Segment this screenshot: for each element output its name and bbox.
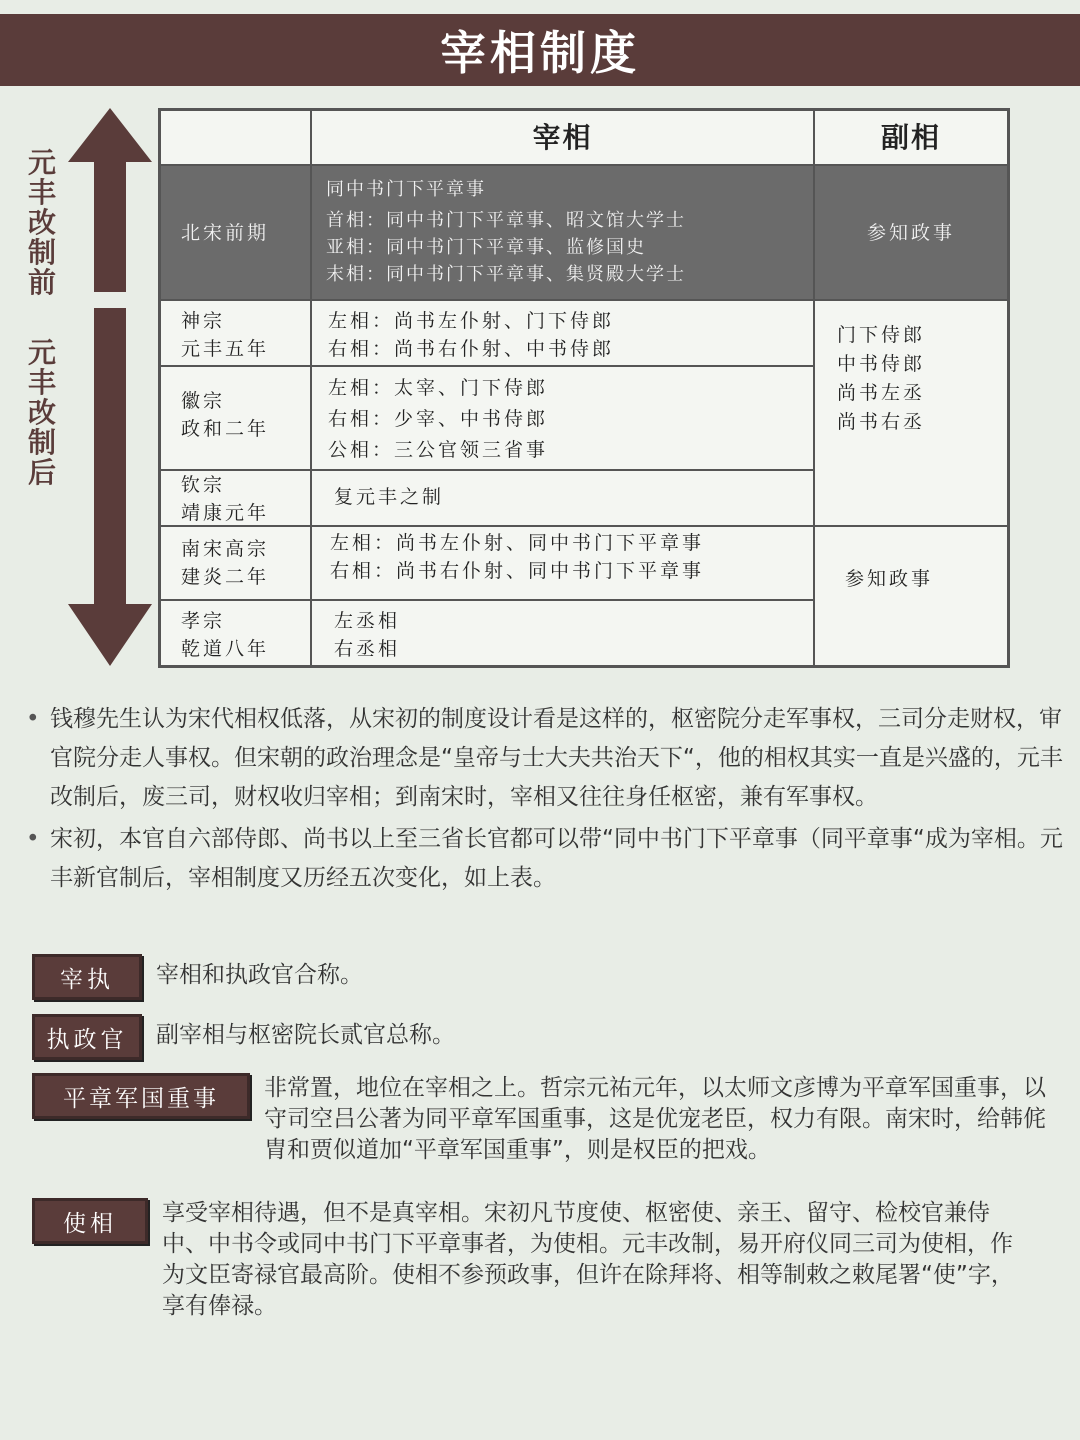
chancellor-cell: [312, 301, 815, 367]
era-line: 元丰五年: [181, 338, 270, 360]
chancellor-line: 右相：少宰、中书侍郎: [328, 408, 549, 430]
chancellor-line: 右相：尚书右仆射、同中书门下平章事: [330, 560, 705, 582]
era-line: 南宋高宗: [181, 538, 270, 560]
chancellor-cell: [312, 166, 815, 301]
era-cell: [161, 601, 312, 665]
side-label-char: 丰: [27, 176, 56, 209]
era-cell: [161, 367, 312, 471]
bullet-list: [22, 700, 1067, 901]
term-tag: 宰执: [32, 954, 142, 1000]
term-row: [32, 1073, 1050, 1166]
side-label-char: 改: [27, 206, 56, 239]
term-text: 非常置，地位在宰相之上。哲宗元祐元年，以太师文彦博为平章军国重事，以守司空吕公著为同平章军国重事，这是优宠老臣，权力有限。南宋时，给韩侂胄和贾似道加“平章军国重事”，则是权臣的把戏。: [264, 1075, 1046, 1163]
era-label: 北宋前期: [181, 221, 270, 244]
era-line: 钦宗: [181, 474, 226, 496]
deputy-line: 中书侍郎: [837, 353, 926, 375]
page-title: 宰相制度: [440, 26, 640, 80]
deputy-cell: [815, 301, 1007, 527]
chancellor-cell: [312, 527, 815, 601]
chancellor-line: 公相：三公官领三省事: [328, 439, 549, 461]
chancellor-line: 左相：尚书左仆射、门下侍郎: [328, 310, 615, 332]
deputy-label: 参知政事: [845, 568, 934, 590]
side-label-before: [22, 148, 62, 298]
era-cell: [161, 166, 312, 301]
side-label-char: 制: [27, 426, 56, 459]
era-cell: [161, 471, 312, 527]
chancellor-cell: [312, 601, 815, 665]
title-bar: [0, 14, 1080, 86]
deputy-cell: [815, 166, 1007, 301]
deputy-line: 尚书左丞: [837, 382, 926, 404]
era-cell: [161, 527, 312, 601]
chancellor-line: 左相：太宰、门下侍郎: [328, 377, 549, 399]
deputy-label: 参知政事: [866, 221, 955, 244]
term-tag: 平章军国重事: [32, 1073, 250, 1119]
term-text: 享受宰相待遇，但不是真宰相。宋初凡节度使、枢密使、亲王、留守、检校官兼侍中、中书令或同中书门下平章事者，为使相。元丰改制，易开府仪同三司为使相，作为文臣寄禄官最高阶。使相不参预政事，但许在除拜将、相等制敕之敕尾署“使”字，享有俸禄。: [162, 1200, 1014, 1319]
term-text: 宰相和执政官合称。: [156, 962, 363, 988]
term-row: [32, 954, 1022, 1000]
era-line: 政和二年: [181, 418, 270, 440]
era-line: 乾道八年: [181, 638, 270, 660]
header-deputy: 副相: [815, 111, 1007, 166]
deputy-line: 门下侍郎: [837, 324, 926, 346]
bullet-dot-icon: •: [26, 826, 40, 852]
bullet-dot-icon: •: [26, 706, 40, 732]
chancellor-table: [158, 108, 1010, 668]
side-label-char: 前: [27, 266, 56, 299]
bullet-text: 宋初，本官自六部侍郎、尚书以上至三省长官都可以带“同中书门下平章事（同平章事“成为宰相。元丰新官制后，宰相制度又历经五次变化，如上表。: [50, 826, 1063, 891]
term-tag: 使相: [32, 1198, 148, 1244]
chancellor-cell: [312, 471, 815, 527]
deputy-line: 尚书右丞: [837, 411, 926, 433]
era-line: 建炎二年: [181, 566, 270, 588]
term-row: [32, 1198, 1028, 1322]
era-line: 靖康元年: [181, 502, 270, 524]
side-label-char: 元: [27, 146, 56, 179]
term-tag: 执政官: [32, 1014, 142, 1060]
chancellor-line: 左相：尚书左仆射、同中书门下平章事: [330, 532, 705, 554]
side-label-char: 丰: [27, 366, 56, 399]
deputy-cell: [815, 527, 1007, 665]
bullet-item: [22, 820, 1067, 898]
side-label-after: [22, 338, 62, 488]
bullet-text: 钱穆先生认为宋代相权低落，从宋初的制度设计看是这样的，枢密院分走军事权，三司分走财权，审官院分走人事权。但宋朝的政治理念是“皇帝与士大夫共治天下“，他的相权其实一直是兴盛的，元丰改制后，废三司，财权收归宰相；到南宋时，宰相又往往身任枢密，兼有军事权。: [50, 706, 1063, 810]
chancellor-cell: [312, 367, 815, 471]
era-line: 神宗: [181, 310, 226, 332]
chancellor-line: 末相：同中书门下平章事、集贤殿大学士: [326, 264, 686, 285]
era-cell: [161, 301, 312, 367]
header-chancellor: 宰相: [312, 111, 815, 166]
term-row: [32, 1014, 1022, 1060]
chancellor-line: 右丞相: [334, 638, 401, 660]
chancellor-line: 首相：同中书门下平章事、昭文馆大学士: [326, 210, 686, 231]
side-label-char: 制: [27, 236, 56, 269]
chancellor-line: 亚相：同中书门下平章事、监修国史: [326, 237, 646, 258]
bullet-item: [22, 700, 1067, 817]
term-text: 副宰相与枢密院长贰官总称。: [156, 1022, 455, 1048]
header-empty-cell: [161, 111, 312, 166]
timeline-arrow-icon: [60, 104, 160, 674]
side-label-char: 后: [27, 456, 56, 489]
chancellor-line: 同中书门下平章事: [326, 179, 486, 200]
era-line: 孝宗: [181, 610, 226, 632]
side-label-char: 元: [27, 336, 56, 369]
chancellor-line: 左丞相: [334, 610, 401, 632]
chancellor-line: 复元丰之制: [334, 486, 445, 508]
chancellor-line: 右相：尚书右仆射、中书侍郎: [328, 338, 615, 360]
side-label-char: 改: [27, 396, 56, 429]
era-line: 徽宗: [181, 390, 226, 412]
